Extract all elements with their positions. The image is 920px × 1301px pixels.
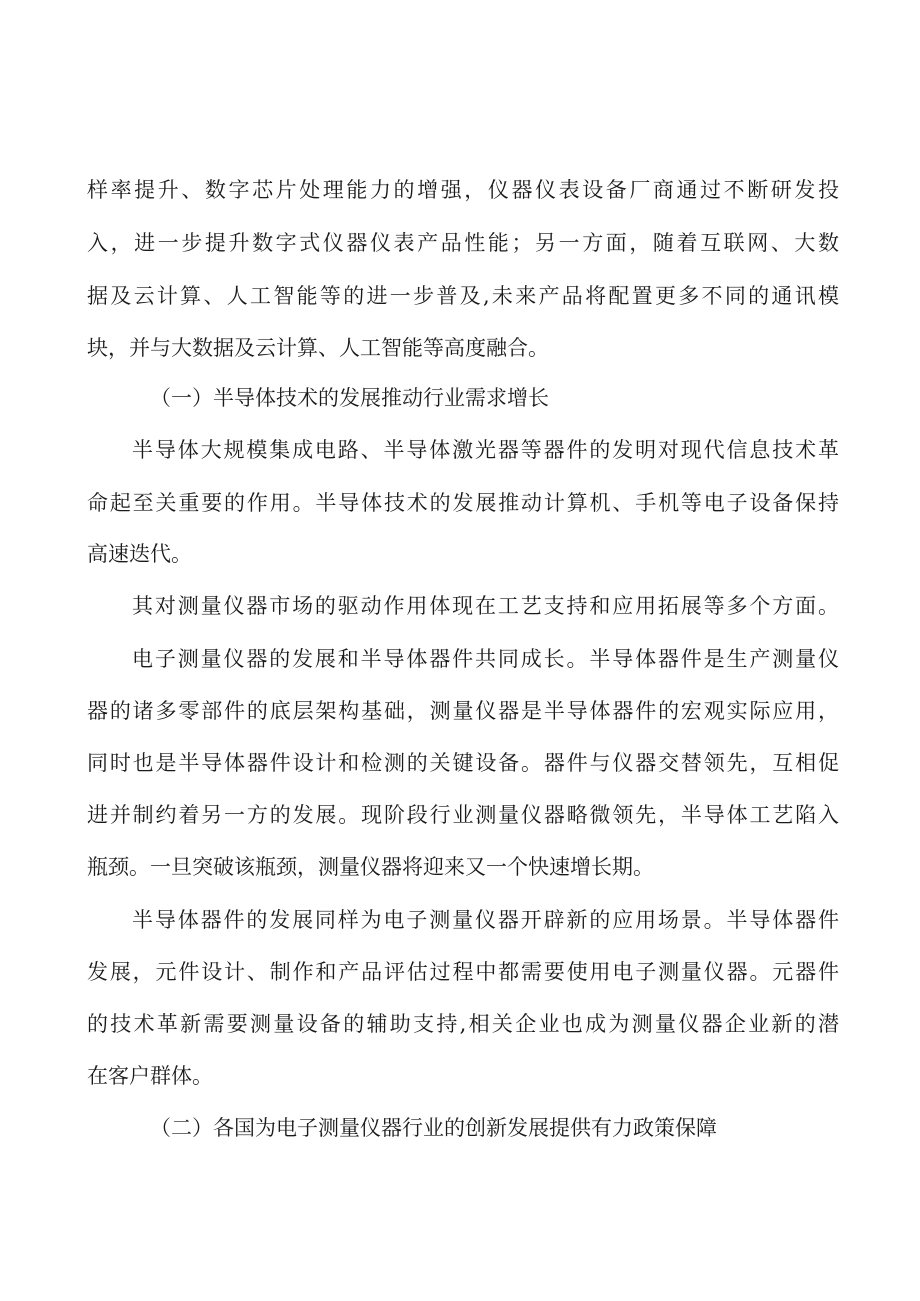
paragraph-line: 电子测量仪器的发展和半导体器件共同成长。半导体器件是生产测量仪 — [132, 647, 839, 671]
paragraph-line: 据及云计算、人工智能等的进一步普及,未来产品将配置更多不同的通讯模 — [87, 284, 839, 308]
section-heading: （一）半导体技术的发展推动行业需求增长 — [150, 386, 549, 410]
paragraph-line: 器的诸多零部件的底层架构基础，测量仪器是半导体器件的宏观实际应用， — [87, 699, 839, 723]
paragraph-line: 发展，元件设计、制作和产品评估过程中都需要使用电子测量仪器。元器件 — [87, 960, 839, 984]
section-heading: （二）各国为电子测量仪器行业的创新发展提供有力政策保障 — [150, 1116, 717, 1140]
paragraph-line: 入，进一步提升数字式仪器仪表产品性能；另一方面，随着互联网、大数 — [87, 231, 839, 255]
paragraph-line: 命起至关重要的作用。半导体技术的发展推动计算机、手机等电子设备保持 — [87, 491, 839, 515]
paragraph-line: 半导体器件的发展同样为电子测量仪器开辟新的应用场景。半导体器件 — [132, 908, 839, 932]
paragraph-line: 在客户群体。 — [87, 1064, 213, 1088]
paragraph-line: 其对测量仪器市场的驱动作用体现在工艺支持和应用拓展等多个方面。 — [132, 594, 839, 618]
paragraph-line: 进并制约着另一方的发展。现阶段行业测量仪器略微领先，半导体工艺陷入 — [87, 803, 839, 827]
paragraph-line: 块，并与大数据及云计算、人工智能等高度融合。 — [87, 336, 549, 360]
paragraph-line: 半导体大规模集成电路、半导体激光器等器件的发明对现代信息技术革 — [132, 438, 839, 462]
paragraph-line: 样率提升、数字芯片处理能力的增强，仪器仪表设备厂商通过不断研发投 — [87, 178, 839, 202]
paragraph-line: 瓶颈。一旦突破该瓶颈，测量仪器将迎来又一个快速增长期。 — [87, 855, 654, 879]
paragraph-line: 高速迭代。 — [87, 542, 192, 566]
paragraph-line: 的技术革新需要测量设备的辅助支持,相关企业也成为测量仪器企业新的潜 — [87, 1012, 839, 1036]
paragraph-line: 同时也是半导体器件设计和检测的关键设备。器件与仪器交替领先，互相促 — [87, 751, 839, 775]
